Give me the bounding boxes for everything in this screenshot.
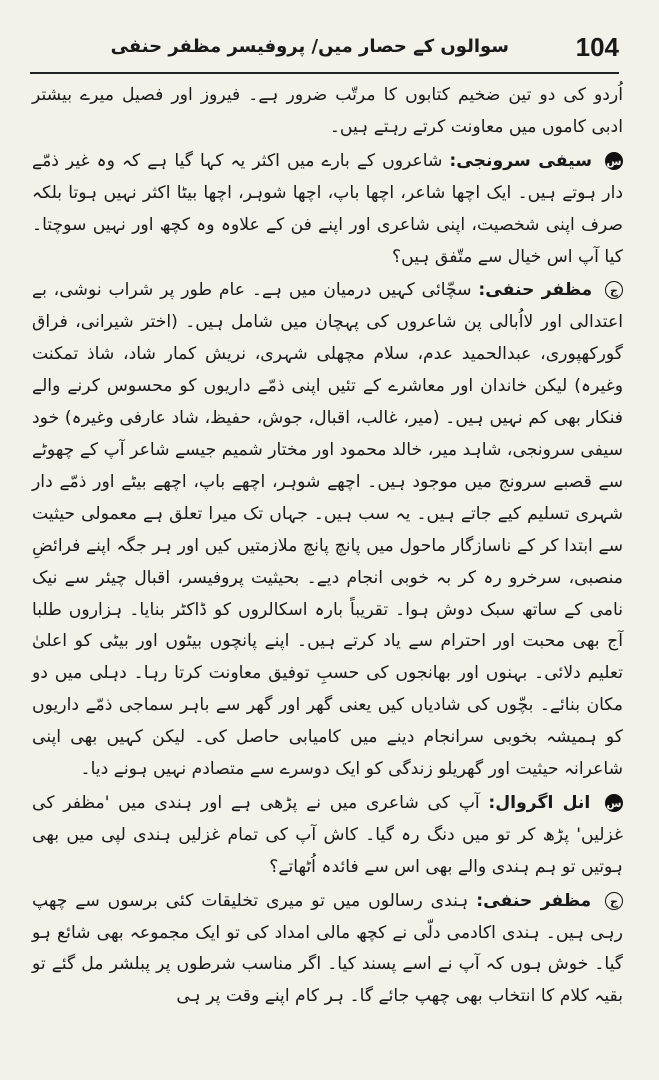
page-body [32,80,623,1062]
question-marker-icon: س [605,794,623,812]
page-header [30,26,619,74]
page-number: 104 [575,32,619,62]
question [32,146,623,274]
answer-marker-icon: ج [605,281,623,299]
paragraph: اُردو کی دو تین ضخیم کتابوں کا مرتّب ضرور ہے۔ فیروز اور فصیل میرے بیشتر ادبی کاموں میں معاونت کرتے رہتے ہیں۔ [32,85,623,137]
speaker-name: انل اگروال: [488,792,591,813]
running-title: سوالوں کے حصار میں/ پروفیسر مظفر حنفی [110,36,509,57]
answer [32,275,623,786]
answer-text: سچّائی کہیں درمیان میں ہے۔ عام طور پر شراب نوشی، بے اعتدالی اور لااُبالی پن شاعروں کی پہچان میں شامل ہیں۔ (اختر شیرانی، فراق گورکھپوری، عبدالحمید عدم، سلام مچھلی شہری، نریش کمار شاد، شاذ تمکنت وغیرہ) لیکن خاندان اور معاشرے کے تئیں اپنی ذمّے داریوں کو محسوس کرنے والے فنکار بھی کم نہیں ہیں۔ (میر، غالب، اقبال، جوش، حفیظ، شاد عارفی وغیرہ) خود سیفی سرونجی، شاہد میر، خالد محمود اور مختار شمیم جیسے شاعر آپ کے چھوٹے سے قصبے سرونج میں موجود ہیں۔ اچھے شوہر، اچھے باپ، اچھے بیٹے اور ذمّے دار شہری تسلیم کیے جاتے ہیں۔ یہ سب ہیں۔ جہاں تک میرا تعلق ہے معمولی حیثیت سے ابتدا کر کے ناسازگار ماحول میں پانچ پانچ ملازمتیں کیں اور ہر جگہ اپنے فرائضِ منصبی، سرخرو رہ کر بہ خوبی انجام دیے۔ بحیثیت پروفیسر، اقبال چیئر سے نیک نامی کے ساتھ سبک دوش ہوا۔ تقریباً بارہ اسکالروں کو ڈاکٹر بنایا۔ ہزاروں طلبا آج بھی محبت اور احترام سے یاد کرتے ہیں۔ اپنے پانچوں بیٹوں اور بیٹی کو اعلیٰ تعلیم دلائی۔ بہنوں اور بھانجوں کی حسبِ توفیق معاونت کرتا رہا۔ دہلی میں دو مکان بنائے۔ بچّوں کی شادیاں کیں یعنی گھر اور گھر سے باہر سماجی ذمّے داریوں کو ہمیشہ بخوبی سرانجام دینے میں کامیابی حاصل کی۔ لیکن کہیں بھی اپنی شاعرانہ حیثیت اور گھریلو زندگی کو ایک دوسرے سے متصادم نہیں ہونے دیا۔ [32,280,623,780]
question-text: شاعروں کے بارے میں اکثر یہ کہا گیا ہے کہ وہ غیر ذمّے دار ہوتے ہیں۔ ایک اچھا شاعر، اچھا باپ، اچھا شوہر، اچھا بیٹا اکثر نہیں ہوتا بلکہ صرف اپنی شخصیت، اپنی شاعری اور اپنے فن کے علاوہ وہ کچھ اور نہیں سوچتا۔ کیا آپ اس خیال سے متّفق ہیں؟ [32,150,623,267]
speaker-name: سیفی سرونجی: [449,150,592,171]
answer [32,886,623,1014]
speaker-name: مظفر حنفی: [476,890,592,911]
question-text: آپ کی شاعری میں نے پڑھی ہے اور ہندی میں 'مظفر کی غزلیں' پڑھ کر تو میں دنگ رہ گیا۔ کاش آپ کی تمام غزلیں ہندی لپی میں بھی ہوتیں تو ہم ہندی والے بھی اس سے فائدہ اُٹھاتے؟ [32,792,623,877]
answer-marker-icon: ج [605,892,623,910]
question-marker-icon: س [605,152,623,170]
answer-text: ہندی رسالوں میں تو میری تخلیقات کئی برسوں سے چھپ رہی ہیں۔ ہندی اکادمی دلّی نے کچھ مالی امداد کی تو ایک مجموعہ بھی شائع ہو گیا۔ خوش ہوں کہ آپ نے اسے پسند کیا۔ اگر مناسب شرطوں پر پبلشر مل گئے تو بقیہ کلام کا انتخاب بھی چھپ جائے گا۔ ہر کام اپنے وقت پر ہی [32,890,623,1007]
question [32,788,623,884]
speaker-name: مظفر حنفی: [478,280,593,301]
